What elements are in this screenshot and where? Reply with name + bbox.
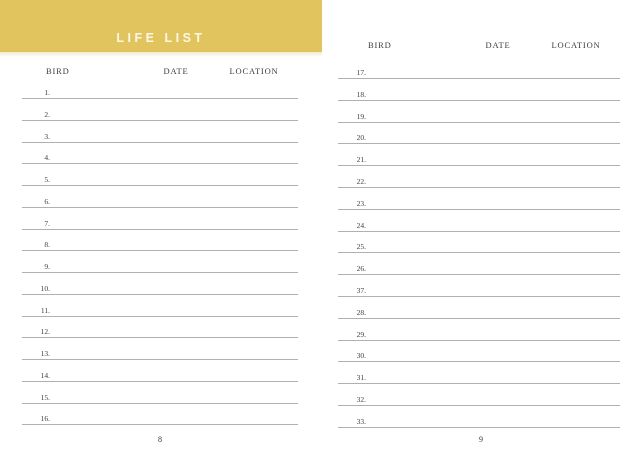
list-row (22, 237, 298, 251)
page-number-left: 8 (158, 435, 162, 444)
row-number: 21. (356, 155, 366, 165)
list-row (22, 150, 298, 164)
column-header-bird: BIRD (368, 40, 392, 50)
row-number: 30. (356, 351, 366, 361)
list-row (22, 281, 298, 295)
list-row (338, 414, 620, 428)
list-row (22, 303, 298, 317)
row-number: 26. (356, 264, 366, 274)
list-row (22, 107, 298, 121)
column-header-bird: BIRD (46, 66, 70, 76)
row-number: 22. (356, 177, 366, 186)
row-number: 25. (356, 242, 366, 252)
row-number: 5. (44, 175, 50, 184)
row-number: 7. (44, 218, 50, 228)
column-header-date: DATE (163, 66, 189, 76)
row-number: 15. (40, 392, 50, 402)
list-row (338, 109, 620, 123)
list-row (338, 392, 620, 406)
row-number: 6. (44, 196, 50, 206)
row-number: 17. (356, 68, 366, 77)
column-header-location: LOCATION (551, 40, 601, 50)
list-row (338, 87, 620, 101)
list-row (22, 411, 298, 425)
list-row (338, 348, 620, 362)
row-number: 4. (44, 153, 50, 163)
column-header-location: LOCATION (229, 66, 279, 76)
list-row (22, 368, 298, 382)
list-row (22, 259, 298, 273)
list-row (338, 261, 620, 275)
list-row (22, 85, 298, 99)
row-number: 9. (44, 262, 50, 271)
column-header-date: DATE (485, 40, 511, 50)
list-row (338, 283, 620, 297)
row-number: 33. (356, 416, 366, 426)
list-row (338, 174, 620, 188)
list-row (22, 324, 298, 338)
list-row (22, 346, 298, 360)
page-right (322, 0, 640, 458)
row-number: 37. (356, 286, 366, 295)
row-number: 32. (356, 395, 366, 404)
row-number: 12. (40, 327, 50, 337)
list-row (22, 390, 298, 404)
row-number: 3. (44, 131, 50, 141)
list-row (338, 65, 620, 79)
list-row (338, 370, 620, 384)
row-number: 19. (356, 111, 366, 121)
list-row (338, 327, 620, 341)
list-row (338, 218, 620, 232)
list-row (22, 172, 298, 186)
row-number: 8. (44, 240, 50, 250)
list-row (22, 194, 298, 208)
row-number: 20. (356, 133, 366, 143)
row-number: 10. (40, 283, 50, 293)
row-number: 16. (40, 414, 50, 424)
row-number: 2. (44, 109, 50, 119)
row-number: 29. (356, 329, 366, 339)
list-row (22, 129, 298, 143)
row-number: 31. (356, 373, 366, 383)
row-number: 18. (356, 89, 366, 99)
list-row (338, 130, 620, 144)
page-title: LIFE LIST (116, 31, 206, 45)
list-row (338, 239, 620, 253)
list-row (338, 152, 620, 166)
list-row (338, 196, 620, 210)
row-number: 13. (40, 349, 50, 358)
list-row (338, 305, 620, 319)
list-row (22, 216, 298, 230)
row-number: 1. (44, 88, 50, 97)
row-number: 11. (40, 305, 50, 315)
row-number: 24. (356, 220, 366, 230)
row-number: 14. (40, 370, 50, 380)
rows-right (322, 0, 640, 458)
row-number: 23. (356, 198, 366, 208)
page-number-right: 9 (479, 435, 483, 444)
row-number: 28. (356, 307, 366, 317)
